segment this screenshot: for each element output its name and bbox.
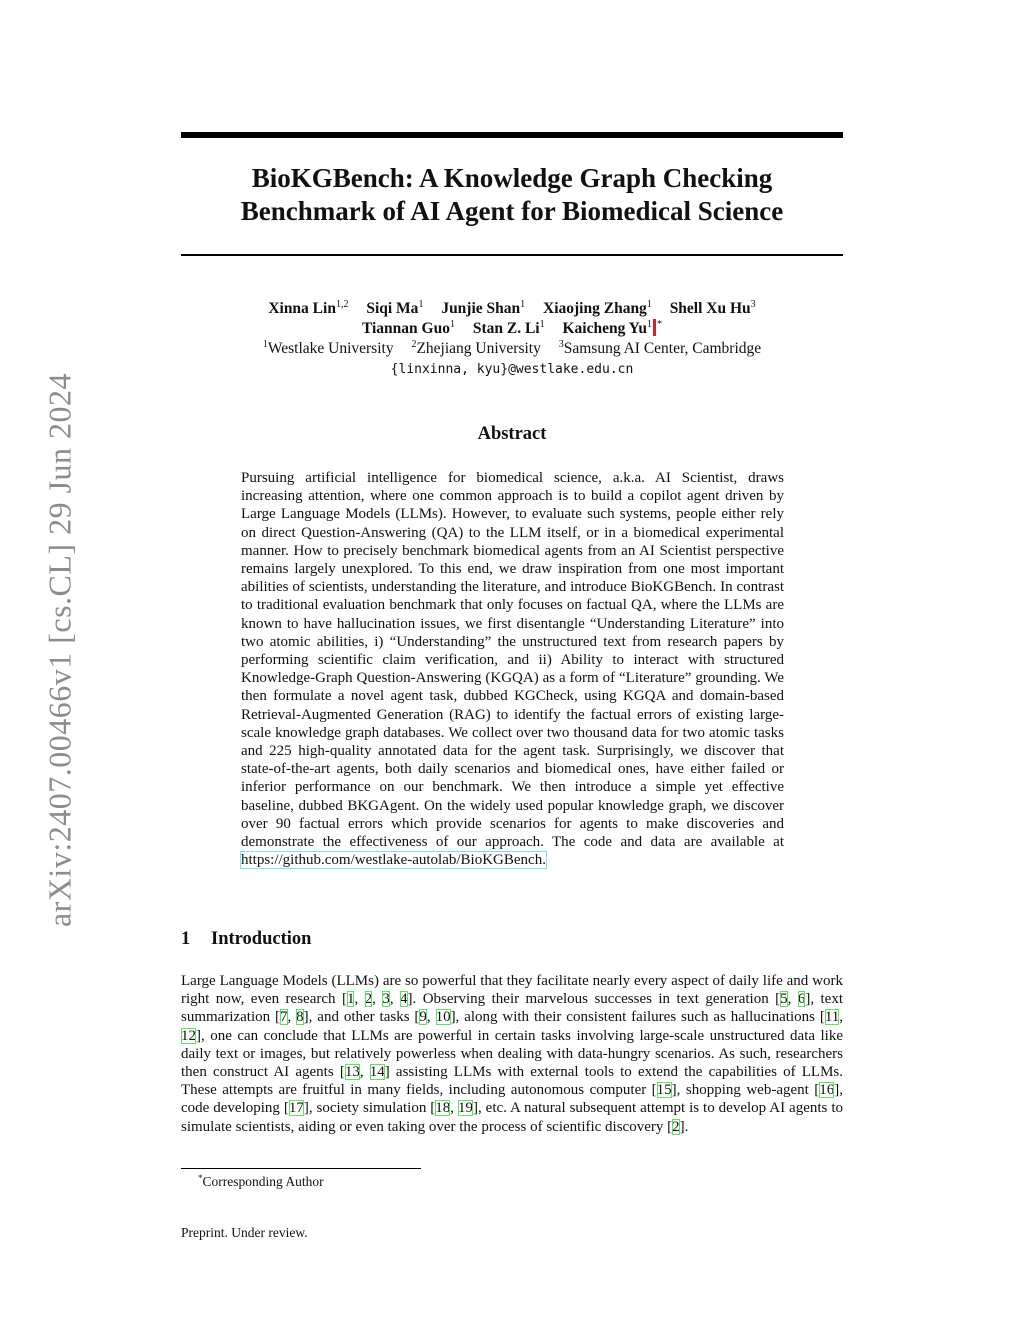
author-affil: 3 [750,299,756,310]
citation-link[interactable]: 4 [400,991,408,1008]
section-number: 1 [181,929,191,949]
author-row-1 [181,299,843,319]
abstract-body [241,469,784,869]
footnote [198,1174,324,1190]
citation-link[interactable]: 10 [435,1009,451,1026]
author-affil: 1 [646,299,652,310]
title-line-2: Benchmark of AI Agent for Biomedical Science [240,196,784,226]
section-title: Introduction [211,929,312,949]
author-name: Siqi Ma [366,300,419,317]
footnote-text: Corresponding Author [202,1174,324,1189]
paper-title [181,162,843,228]
title-line-1: BioKGBench: A Knowledge Graph Checking [251,163,773,193]
citation-link[interactable]: 6 [797,991,806,1008]
author-name: Tiannan Guo [361,320,450,337]
abstract-heading: Abstract [477,424,547,444]
citation-link[interactable]: 11 [824,1009,840,1026]
affiliation-name: Westlake University [267,340,394,357]
github-link[interactable]: https://github.com/westlake-autolab/BioKGBench. [241,852,546,869]
affiliations: $^1$Westlake University $^2$Zhejiang University $^3$Samsung AI Center, Cambridge [262,339,762,357]
citation-link[interactable]: 13 [344,1064,360,1081]
author-affil: 1,2 [335,299,349,310]
corresponding-mark: * [657,319,663,330]
title-bottom-rule [181,254,843,256]
author-name: Stan Z. Li [472,320,540,337]
affiliation-name: Samsung AI Center, Cambridge [563,340,762,357]
citation-link[interactable]: 2 [672,1118,680,1135]
citation-link[interactable]: 9 [419,1009,427,1026]
citation-link[interactable]: 8 [296,1009,304,1026]
introduction-paragraph: Large Language Models (LLMs) are so powerful that they facilitate nearly every aspect of daily life and work right now, even research [1, 2, 3, 4]. Observing their marvelous successes in text generation [5, 6], text summarization [7, 8], and other tasks [9, 10], along with their consistent failures such as hallucinations [11, 12], one can conclude that LLMs are powerful in certain tasks involving large-scale unstructured data like daily text or images, but relatively powerless when dealing with data-hungry scenarios. As such, researchers then construct AI agents [13, 14] assisting LLMs with external tools to extend the capabilities of LLMs. These attempts are fruitful in many fields, including autonomous computer [15], shopping web-agent [16], code developing [17], society simulation [18, 19], etc. A natural subsequent attempt is to develop AI agents to simulate scientists, aiding or even taking over the process of scientific discovery [2]. [181,973,844,1135]
affiliation-name: Zhejiang University [416,340,541,357]
author-name: Xiaojing Zhang [543,300,647,317]
arxiv-identifier-stamp: arXiv:2407.00466v1 [cs.CL] 29 Jun 2024 [41,372,78,928]
abstract-text: Pursuing artificial intelligence for biomedical science, a.k.a. AI Scientist, draws increasing attention, where one common approach is to build a copilot agent driven by Large Language Models (LLMs). However, to evaluate such systems, people either rely on direct Question-Answering (QA) to the LLM itself, or in a biomedical experimental manner. How to precisely benchmark biomedical agents from an AI Scientist perspective remains largely unexplored. To this end, we draw inspiration from one most important abilities of scientists, understanding the literature, and introduce BioKGBench. In contrast to traditional evaluation benchmark that only focuses on factual QA, where the LLMs are known to have hallucination issues, we first disentangle “Understanding Literature” into two atomic abilities, i) “Understanding” the unstructured text from research papers by performing scientific claim verification, and ii) Ability to interact with structured Knowledge-Graph Question-Answering (KGQA) as a form of “Literature” grounding. We then formulate a novel agent task, dubbed KGCheck, using KGQA and domain-based Retrieval-Augmented Generation (RAG) to identify the factual errors of existing large-scale knowledge graph databases. We collect over two thousand data for two atomic tasks and 225 high-quality annotated data for the agent task. Surprisingly, we discover that state-of-the-art agents, both daily scenarios and biomedical ones, have either failed or inferior performance on our benchmark. We then introduce a simple yet effective baseline, dubbed BKGAgent. On the widely used popular knowledge graph, we discover over 90 factual errors which provide scenarios for agents to make discoveries and demonstrate the effectiveness of our approach. The code and data are available at [241,470,784,851]
author-affil: 1 [449,319,455,330]
citation-link[interactable]: 18 [435,1100,451,1117]
author-block [181,299,843,380]
contact-email: {linxinna, kyu}@westlake.edu.cn [390,362,634,377]
citation-link[interactable]: 19 [457,1100,473,1117]
author-affil: 1 [418,299,424,310]
citation-link[interactable]: 7 [280,1009,288,1026]
footnote-mark: * [198,1173,203,1183]
citation-link[interactable]: 5 [780,991,788,1008]
citation-link[interactable]: 3 [382,991,390,1008]
citation-link[interactable]: 15 [656,1082,672,1099]
author-name: Kaicheng Yu [562,320,648,337]
author-affil: 1 [539,319,545,330]
author-name: Xinna Lin [268,300,336,317]
corresponding-link-marker[interactable] [653,319,656,336]
citation-link[interactable]: 14 [369,1064,385,1081]
author-affil: 1 [647,319,653,330]
author-name: Junjie Shan [441,300,521,317]
author-affil: 1 [520,299,526,310]
section-heading-introduction [181,929,311,950]
author-row-2 [181,319,843,339]
citation-link[interactable]: 2 [364,991,373,1008]
citation-link[interactable]: 12 [181,1027,196,1044]
title-top-rule [181,132,843,138]
preprint-notice: Preprint. Under review. [181,1225,308,1240]
author-name: Shell Xu Hu [669,300,751,317]
citation-link[interactable]: 1 [346,991,355,1008]
citation-link[interactable]: 16 [819,1082,835,1099]
footnote-rule [181,1168,421,1169]
citation-link[interactable]: 17 [288,1100,304,1117]
